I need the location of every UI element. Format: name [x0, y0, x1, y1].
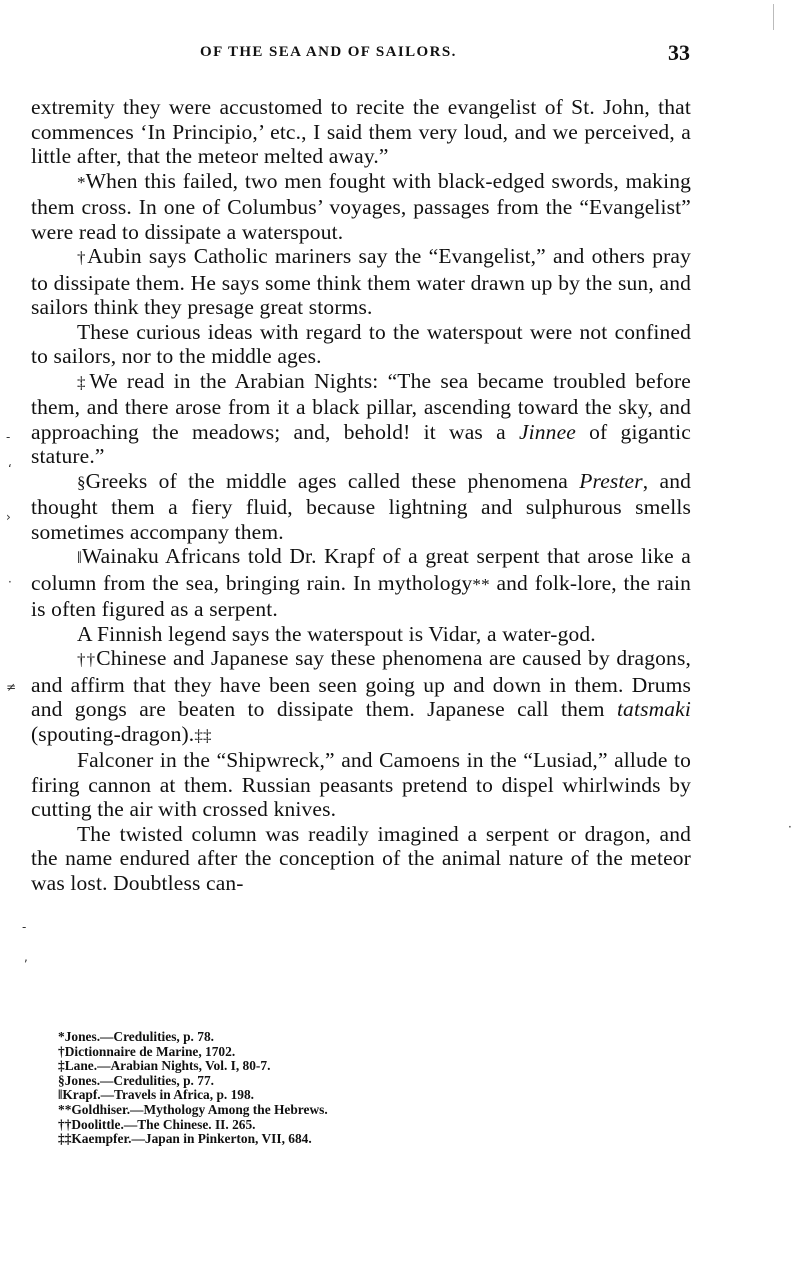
margin-mark: ·: [788, 820, 792, 834]
paragraph-text: (spouting-dragon).: [31, 721, 195, 746]
margin-mark: -: [22, 920, 27, 934]
footnote-marker: ‖: [77, 548, 82, 567]
footnote: [58, 1045, 478, 1060]
italic-term: Jinnee: [518, 419, 576, 444]
footnote: [58, 1088, 478, 1103]
footnote-text: Kaempfer.—Japan in Pinkerton, VII, 684.: [71, 1131, 312, 1147]
footnote-text: Doolittle.—The Chinese. II. 265.: [71, 1116, 256, 1132]
paragraph: [31, 369, 691, 469]
footnote-marker: **: [58, 1101, 72, 1117]
footnote-marker: *: [58, 1029, 65, 1044]
footnote-marker: ‡‡: [58, 1131, 72, 1147]
page-number: 33: [668, 40, 690, 65]
footnote: [58, 1030, 478, 1045]
margin-mark: -: [6, 430, 11, 444]
footnote-marker: ††: [77, 650, 97, 669]
page-header: [200, 40, 690, 70]
paragraph-text: The twisted column was readily imagined a serpent or dragon, and the name endured after the conception of the animal nature of the meteor was lost. Doubtless can-: [31, 821, 691, 895]
footnote: [58, 1103, 478, 1118]
footnote-marker: †: [77, 248, 88, 267]
paragraph: [31, 622, 691, 647]
paragraph: [31, 544, 691, 622]
paragraph: [31, 646, 691, 748]
footnote-marker: †: [58, 1043, 65, 1059]
footnote: [58, 1118, 478, 1133]
paragraph: [31, 748, 691, 822]
paragraph-text: Chinese and Japanese say these phenomena are caused by dragons, and affirm that they have been seen going up and down in them. Drums and gongs are beaten to dissipate them. Japanese call them: [31, 646, 691, 721]
running-title: OF THE SEA AND OF SAILORS.: [200, 44, 457, 60]
footnotes: [58, 1030, 478, 1147]
paragraph: [31, 95, 691, 169]
italic-term: tatsmaki: [616, 697, 691, 721]
margin-mark: ≠: [6, 680, 17, 694]
footnote-text: Lane.—Arabian Nights, Vol. I, 80-7.: [64, 1058, 271, 1074]
footnote-marker: ‡‡: [194, 725, 212, 745]
paragraph-text: Wainaku Africans told Dr. Krapf of a great serpent that arose like a column from the sea, bringing rain. In mythology: [31, 544, 691, 595]
margin-mark: ,: [24, 950, 28, 964]
paragraph-text: of gigantic stature.”: [31, 419, 691, 468]
paragraph-text: Aubin says Catholic mariners say the “Evangelist,” and others pray to dissipate them. He says some think them water drawn up by the sun, and sailors think they presage great storms.: [31, 244, 691, 319]
footnote-text: Jones.—Credulities, p. 78.: [64, 1029, 214, 1044]
footnote-marker: ‡: [77, 372, 90, 392]
footnote: [58, 1132, 478, 1147]
footnote-marker: ††: [58, 1116, 72, 1132]
body-text: [31, 95, 691, 895]
margin-mark: ‘: [8, 462, 12, 476]
scan-edge-line: [773, 4, 774, 30]
paragraph-text: These curious ideas with regard to the waterspout were not confined to sailors, nor to the middle ages.: [31, 319, 691, 368]
paragraph-text: When this failed, two men fought with black-edged swords, making them cross. In one of Columbus’ voyages, passages from the “Evangelist” were read to dissipate a waterspout.: [31, 168, 691, 244]
margin-mark: ›: [6, 510, 11, 524]
paragraph-text: A Finnish legend says the waterspout is Vidar, a water-god.: [77, 621, 596, 646]
paragraph-text: Greeks of the middle ages called these phenomena: [85, 468, 580, 493]
paragraph: [31, 320, 691, 369]
footnote-marker: **: [472, 574, 490, 594]
footnote-marker: §: [58, 1072, 65, 1088]
footnote-text: Krapf.—Travels in Africa, p. 198.: [62, 1087, 255, 1103]
paragraph: [31, 169, 691, 245]
footnote-text: Goldhiser.—Mythology Among the Hebrews.: [71, 1101, 328, 1117]
paragraph-text: , and thought them a fiery fluid, because lightning and sulphurous smells sometimes accompany them.: [31, 468, 691, 544]
footnote-text: Dictionnaire de Marine, 1702.: [64, 1043, 236, 1059]
footnote-marker: §: [77, 472, 86, 492]
paragraph: [31, 244, 691, 320]
paragraph-text: Falconer in the “Shipwreck,” and Camoens in the “Lusiad,” allude to firing cannon at them. Russian peasants pretend to dispel whirlwinds by cutting the air with crossed knives.: [31, 748, 691, 821]
margin-mark: ·: [8, 575, 12, 589]
footnote: [58, 1074, 478, 1089]
paragraph: [31, 469, 691, 545]
paragraph: [31, 822, 691, 896]
footnote-marker: ‖: [58, 1087, 63, 1103]
paragraph-text: We read in the Arabian Nights: “The sea became troubled before them, and there arose from it a black pillar, ascending toward the sky, and approaching the meadows; and, behold! it was a: [31, 368, 692, 444]
italic-term: Prester: [579, 468, 643, 493]
paragraph-text: extremity they were accustomed to recite the evangelist of St. John, that commences ‘In Principio,’ etc., I said them very loud, and we perceived, a little after, that the meteor melted away.”: [31, 95, 691, 168]
footnote: [58, 1059, 478, 1074]
footnote-marker: *: [77, 172, 86, 192]
paragraph-text: and folk-lore, the rain is often figured as a serpent.: [31, 570, 692, 621]
footnote-text: Jones.—Credulities, p. 77.: [64, 1072, 214, 1088]
footnote-marker: ‡: [58, 1058, 65, 1074]
